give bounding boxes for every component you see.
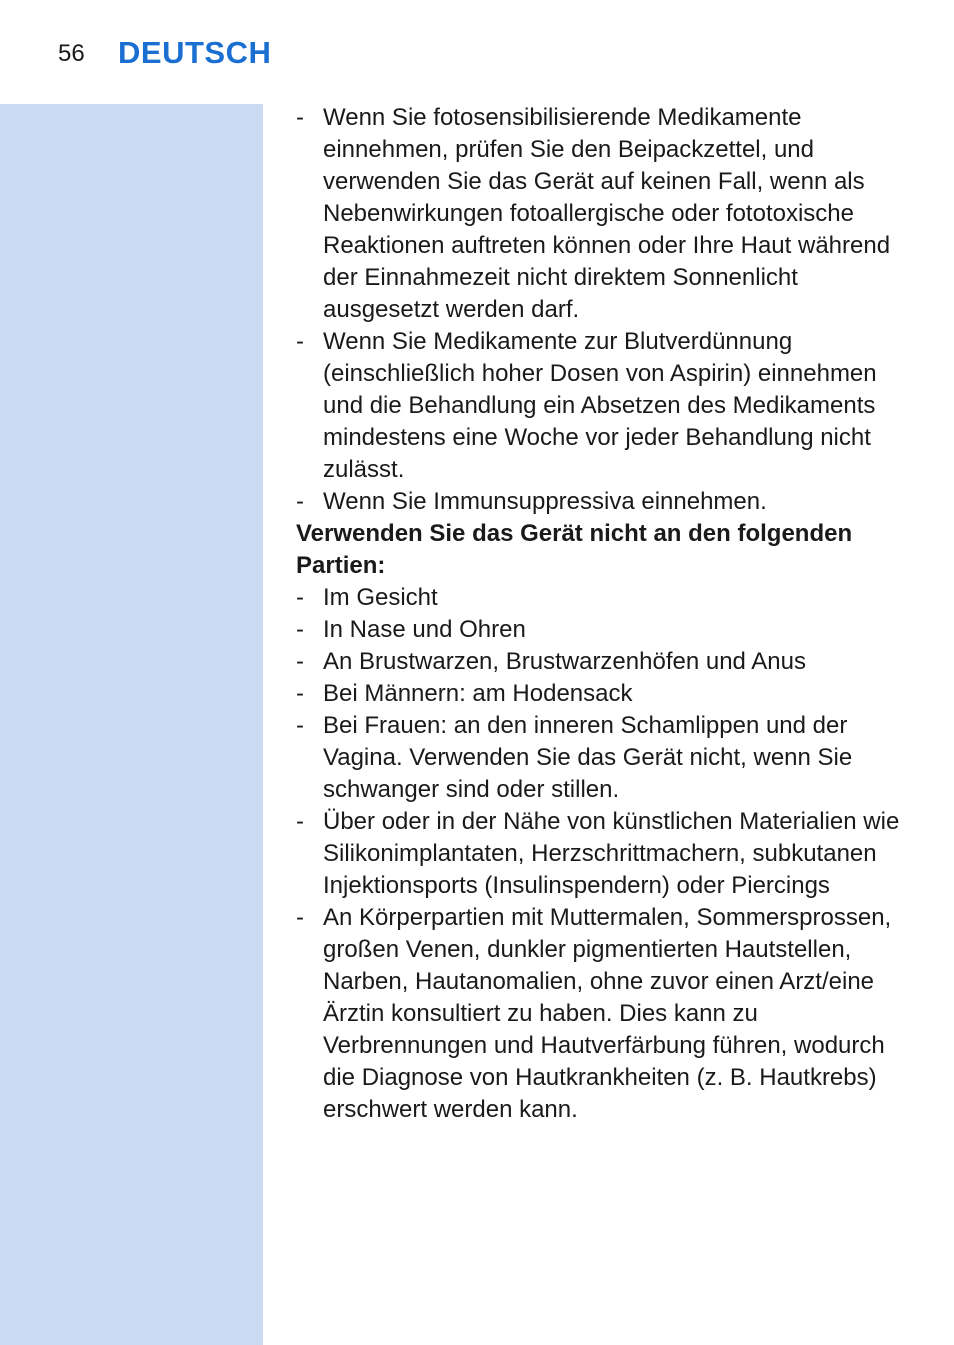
list-item-text: Bei Frauen: an den inneren Schamlippen und der Vagina. Verwenden Sie das Gerät nicht, wenn Sie schwanger sind oder stillen.	[323, 712, 853, 803]
main-content	[296, 102, 916, 1126]
list-item-text: Wenn Sie Medikamente zur Blutverdünnung (einschließlich hoher Dosen von Aspirin) einnehmen und die Behandlung ein Absetzen des Medikaments mindestens eine Woche vor jeder Behandlung nicht zulässt.	[323, 328, 877, 483]
bullet-dash: -	[296, 904, 304, 931]
bullet-dash: -	[296, 584, 304, 611]
list-item-text: Bei Männern: am Hodensack	[323, 680, 633, 707]
list-item-text: Wenn Sie Immunsuppressiva einnehmen.	[323, 488, 767, 515]
list-item-text: Wenn Sie fotosensibilisierende Medikamente einnehmen, prüfen Sie den Beipackzettel, und verwenden Sie das Gerät auf keinen Fall, wenn als Nebenwirkungen fotoallergische oder fototoxische Reaktionen auftreten können oder Ihre Haut während der Einnahmezeit nicht direktem Sonnenlicht ausgesetzt werden darf.	[323, 104, 891, 323]
sidebar-band	[0, 104, 263, 1345]
list-item-text: An Brustwarzen, Brustwarzenhöfen und Anus	[323, 648, 806, 675]
bullet-dash: -	[296, 488, 304, 515]
medication-warning-list	[296, 102, 916, 518]
bullet-dash: -	[296, 648, 304, 675]
bullet-dash: -	[296, 712, 304, 739]
list-item-text: Über oder in der Nähe von künstlichen Materialien wie Silikonimplantaten, Herzschrittmachern, subkutanen Injektionsports (Insulinspendern) oder Piercings	[323, 808, 900, 899]
list-item	[296, 614, 916, 646]
section-title: DEUTSCH	[118, 35, 272, 70]
list-item	[296, 710, 916, 806]
list-item	[296, 806, 916, 902]
bullet-dash: -	[296, 680, 304, 707]
bullet-dash: -	[296, 808, 304, 835]
body-area-subheading: Verwenden Sie das Gerät nicht an den folgenden Partien:	[296, 520, 853, 579]
bullet-dash: -	[296, 616, 304, 643]
bullet-dash: -	[296, 328, 304, 355]
list-item	[296, 646, 916, 678]
list-item	[296, 326, 916, 486]
body-area-warning-list	[296, 582, 916, 1126]
list-item-text: An Körperpartien mit Muttermalen, Sommersprossen, großen Venen, dunkler pigmentierten Hautstellen, Narben, Hautanomalien, ohne zuvor einen Arzt/eine Ärztin konsultiert zu haben. Dies kann zu Verbrennungen und Hautverfärbung führen, wodurch die Diagnose von Hautkrankheiten (z. B. Hautkrebs) erschwert werden kann.	[323, 904, 892, 1123]
list-item-text: In Nase und Ohren	[323, 616, 526, 643]
list-item	[296, 902, 916, 1126]
list-item	[296, 102, 916, 326]
list-item	[296, 582, 916, 614]
list-item	[296, 678, 916, 710]
list-item-text: Im Gesicht	[323, 584, 438, 611]
list-item	[296, 486, 916, 518]
page-number: 56	[58, 40, 85, 67]
bullet-dash: -	[296, 104, 304, 131]
